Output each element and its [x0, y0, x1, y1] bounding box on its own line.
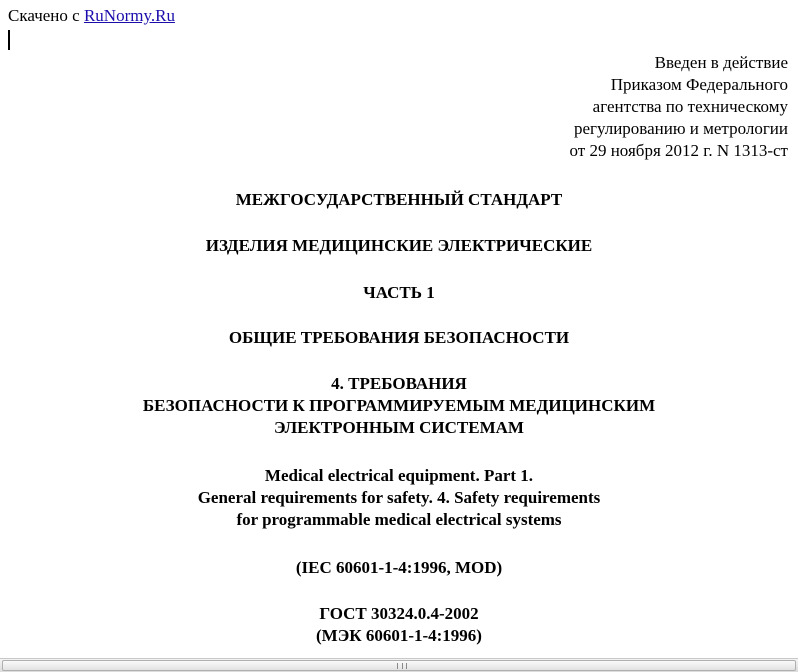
mek-reference: (МЭК 60601-1-4:1996) — [316, 626, 482, 645]
section-title — [0, 373, 798, 439]
english-title-line: General requirements for safety. 4. Safety requirements — [197, 488, 601, 507]
adoption-line: регулированию и метрологии — [573, 119, 788, 138]
section-title-line: 4. ТРЕБОВАНИЯ — [331, 374, 467, 393]
runormy-link[interactable]: RuNormy.Ru — [83, 6, 175, 25]
source-line — [8, 6, 175, 26]
english-title-line: Medical electrical equipment. Part 1. — [264, 466, 534, 485]
text-caret — [8, 30, 10, 50]
english-title-line: for programmable medical electrical systems — [236, 510, 562, 529]
adoption-line: от 29 ноября 2012 г. N 1313-ст — [569, 141, 788, 160]
document-subtitle: ОБЩИЕ ТРЕБОВАНИЯ БЕЗОПАСНОСТИ — [228, 328, 570, 347]
gost-number: ГОСТ 30324.0.4-2002 — [319, 604, 479, 623]
adoption-line: Приказом Федерального — [610, 75, 788, 94]
document-main-title: ИЗДЕЛИЯ МЕДИЦИНСКИЕ ЭЛЕКТРИЧЕСКИЕ — [205, 236, 593, 255]
scrollbar-thumb[interactable] — [2, 660, 796, 671]
downloaded-from-text: Скачено с — [8, 6, 80, 25]
document-part: ЧАСТЬ 1 — [363, 283, 435, 302]
section-title-line: ЭЛЕКТРОННЫМ СИСТЕМАМ — [274, 418, 524, 437]
grip-icon — [397, 663, 407, 669]
section-title-line: БЕЗОПАСНОСТИ К ПРОГРАММИРУЕМЫМ МЕДИЦИНСКИМ — [142, 396, 656, 415]
horizontal-scrollbar[interactable] — [0, 658, 798, 672]
adoption-line: агентства по техническому — [592, 97, 788, 116]
adoption-notice — [570, 52, 789, 162]
gost-designation — [0, 603, 798, 647]
english-title — [0, 465, 798, 531]
adoption-line: Введен в действие — [654, 53, 788, 72]
standard-type-heading: МЕЖГОСУДАРСТВЕННЫЙ СТАНДАРТ — [235, 190, 563, 209]
iec-reference: (IEC 60601-1-4:1996, MOD) — [295, 558, 503, 577]
